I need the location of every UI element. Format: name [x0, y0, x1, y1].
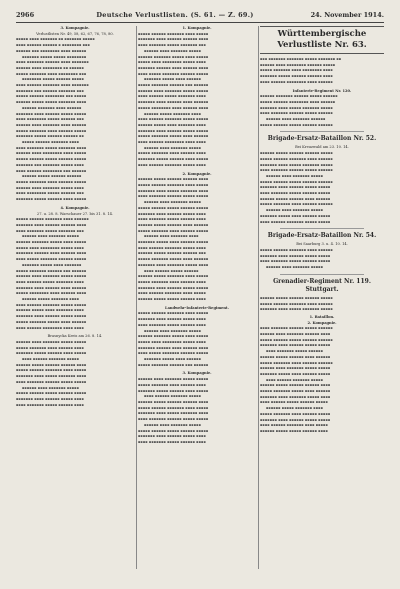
casualty-list-block: ▪▪▪▪▪ ▪▪▪▪▪▪ ▪▪▪▪▪▪▪ ▪▪▪▪ ▪▪▪▪▪▪ ▪▪▪▪▪▪▪ ▪▪▪▪ ▪▪▪▪▪▪ ▪▪▪▪▪ ▪▪▪▪▪ ▪▪▪▪ ▪▪▪▪▪▪▪ ▪▪▪▪▪ ▪▪▪▪▪▪ ▪▪▪▪▪ ▪▪▪▪▪▪ ▪▪▪▪ ▪▪▪▪▪▪▪ ▪▪▪▪▪ — [260, 247, 333, 270]
divider — [280, 274, 364, 275]
casualty-list-block: ▪▪▪▪▪▪ ▪▪▪▪▪▪▪ ▪▪▪▪▪▪ ▪▪▪▪▪ ▪▪▪▪▪▪ ▪▪▪▪▪ ▪▪▪▪▪▪ ▪▪▪▪▪▪▪▪ ▪▪▪▪ ▪▪▪▪▪▪ ▪▪▪▪▪▪▪ ▪▪▪▪ ▪▪▪▪▪ ▪▪▪▪▪▪▪ ▪▪▪▪▪ ▪▪▪▪ ▪▪▪▪▪▪▪ ▪▪▪▪▪▪ ▪▪▪▪▪ ▪▪▪▪▪▪ ▪▪▪▪▪▪ ▪▪▪▪ ▪▪▪▪▪▪▪ ▪▪▪▪▪▪ ▪▪▪▪▪ ▪▪▪▪▪▪ ▪▪▪▪▪ ▪▪▪▪▪▪ ▪▪▪▪▪▪ — [260, 94, 338, 127]
page-number: 2966 — [16, 11, 35, 19]
page-date: 24. November 1914. — [310, 11, 384, 19]
section-heading: Landwehr-Infanterie-Regiment. — [165, 305, 229, 310]
section-heading: 4. Kompagnie. — [60, 205, 90, 210]
casualty-list-block: ▪▪▪▪▪▪ ▪▪▪▪▪ ▪▪▪▪▪▪ ▪▪▪▪▪▪ ▪▪▪▪▪ ▪▪▪▪▪ ▪▪▪▪▪▪ ▪▪▪▪▪▪▪ ▪▪▪▪ ▪▪▪▪▪▪ ▪▪▪▪▪▪▪ ▪▪▪▪ ▪▪▪▪▪ ▪▪▪▪▪▪▪ ▪▪▪▪▪ ▪▪▪▪ ▪▪▪▪▪▪▪ ▪▪▪▪▪▪ ▪▪▪▪▪ ▪▪▪▪▪▪ ▪▪▪▪▪▪ ▪▪▪▪ ▪▪▪▪▪▪▪ ▪▪▪▪▪ ▪▪▪▪▪ ▪▪▪▪▪▪ ▪▪▪▪▪ ▪▪▪▪▪▪ ▪▪▪▪▪▪ ▪▪▪▪▪▪▪ ▪▪▪▪ ▪▪▪▪▪▪ ▪▪▪▪▪ ▪▪▪▪▪ ▪▪▪▪ ▪▪▪▪▪▪▪ ▪▪▪▪▪ ▪▪▪▪▪▪ ▪▪▪▪▪ ▪▪▪▪▪▪ ▪▪▪▪▪ ▪▪▪▪▪▪ ▪▪▪▪ ▪▪▪▪▪▪ ▪▪▪▪▪ ▪▪▪▪▪▪▪ ▪▪▪▪ ▪▪▪▪▪▪ ▪▪▪▪▪▪ ▪▪▪▪▪▪ ▪▪▪▪ ▪▪▪▪▪▪▪ ▪▪▪▪▪ ▪▪▪▪▪▪▪ ▪▪▪▪▪ ▪▪▪▪ ▪▪▪▪▪▪ ▪▪▪▪▪ ▪▪▪▪ ▪▪▪▪▪▪ ▪▪▪▪▪▪▪ ▪▪▪▪▪ ▪▪▪▪▪ — [260, 151, 333, 224]
column-middle — [138, 26, 256, 569]
section-heading: Infanterie-Regiment Nr. 120. — [292, 88, 352, 93]
section-ref: Bei Kreuzwald am 23. 10. 14. — [295, 145, 349, 150]
section-heading: Brigade-Ersatz-Bataillon Nr. 52. — [267, 135, 377, 143]
divider — [280, 228, 364, 229]
section-heading: 3. Kompagnie. — [182, 371, 212, 376]
casualty-list-block: ▪▪▪▪ ▪▪▪▪▪▪▪ ▪▪▪▪▪▪ ▪▪▪▪▪ ▪▪▪▪▪▪ ▪▪▪▪▪▪ ▪▪▪▪ ▪▪▪▪▪▪▪ ▪▪▪▪▪▪ ▪▪▪▪ ▪▪▪▪▪ ▪▪▪▪▪▪ ▪▪▪▪▪ ▪▪▪▪▪▪ ▪▪▪▪▪▪ ▪▪▪▪▪▪▪ ▪▪▪▪ ▪▪▪▪▪▪ ▪▪▪▪▪ ▪▪▪▪▪ ▪▪▪▪ ▪▪▪▪▪▪▪ ▪▪▪▪▪ ▪▪▪▪▪▪ ▪▪▪▪▪▪ ▪▪▪▪▪ ▪▪▪▪▪▪ ▪▪▪▪ ▪▪▪▪▪▪ ▪▪▪▪▪ ▪▪▪▪▪▪▪ ▪▪▪▪ ▪▪▪▪▪▪ ▪▪▪▪▪▪ ▪▪▪▪▪▪ ▪▪▪▪ ▪▪▪▪▪▪▪ ▪▪▪▪▪ ▪▪▪▪▪ ▪▪▪▪▪▪▪ ▪▪▪▪▪ ▪▪▪▪ ▪▪▪▪▪▪ ▪▪▪▪▪ ▪▪▪▪ ▪▪▪▪▪▪ ▪▪▪▪▪▪▪ ▪▪▪▪▪ ▪▪▪▪▪▪ ▪▪▪▪▪ ▪▪▪▪▪▪ ▪▪▪▪▪▪ ▪▪▪▪ ▪▪▪▪▪ ▪▪▪▪▪▪▪ ▪▪▪▪▪ ▪▪▪▪ ▪▪▪▪▪▪ ▪▪▪▪▪▪▪ ▪▪▪▪ ▪▪▪▪▪▪▪ ▪▪▪▪▪ ▪▪▪▪ ▪▪▪▪ ▪▪▪▪▪▪ ▪▪▪▪▪ ▪▪▪▪▪▪ ▪▪▪▪▪ ▪▪▪▪▪▪ ▪▪▪▪▪ ▪▪▪▪▪▪▪ ▪▪▪▪ ▪▪▪▪▪ ▪▪▪▪▪▪▪ ▪▪▪▪ ▪▪▪▪▪▪ ▪▪▪▪▪ ▪▪▪▪▪▪▪ ▪▪▪▪ ▪▪▪▪▪▪ ▪▪▪▪▪ ▪▪▪▪▪ ▪▪▪▪ ▪▪▪▪▪▪ ▪▪▪▪▪▪▪ ▪▪▪▪ ▪▪▪▪▪ ▪▪▪▪▪▪ ▪▪▪▪▪ ▪▪▪▪▪ ▪▪▪▪▪▪ ▪▪▪▪ — [260, 326, 333, 433]
section-heading: 3. Kompagnie. — [60, 26, 90, 30]
section-ref: Brasnycka Kreis am 26. 8. 14. — [47, 334, 103, 339]
casualty-list-block: ▪▪▪▪▪ ▪▪▪▪▪▪ ▪▪▪▪▪▪▪ ▪▪▪▪ ▪▪▪▪▪ ▪▪▪▪▪▪▪ ▪▪▪▪ ▪▪▪▪▪▪ ▪▪▪▪▪ ▪▪▪▪ ▪▪▪▪ ▪▪▪▪▪▪▪ ▪▪▪▪▪ ▪▪▪▪▪▪ ▪▪▪▪ ▪▪▪▪▪▪ ▪▪▪▪ ▪▪▪▪▪▪▪ ▪▪▪▪▪ ▪▪▪▪▪▪ ▪▪▪▪▪▪▪ ▪▪▪▪▪ ▪▪▪▪ ▪▪▪▪▪ ▪▪▪▪▪ ▪▪▪▪ ▪▪▪▪▪▪▪▪ ▪▪▪▪▪ ▪▪▪▪ ▪▪▪▪▪▪▪ ▪▪▪▪▪▪ ▪▪▪▪ ▪▪▪▪▪▪ ▪▪▪▪ ▪▪▪▪ ▪▪▪▪▪ ▪▪▪▪▪▪▪ ▪▪▪▪▪▪ ▪▪▪▪▪ ▪▪▪▪▪▪▪ ▪▪▪▪▪ ▪▪▪▪ ▪▪▪▪▪▪ ▪▪▪▪▪ ▪▪▪▪▪▪▪ ▪▪▪▪▪▪ ▪▪▪ ▪▪▪▪▪▪ — [138, 311, 209, 367]
casualty-list-block: ▪▪▪▪▪▪ ▪▪▪▪ ▪▪▪▪▪▪▪ ▪▪▪▪▪ ▪▪▪▪▪ ▪▪▪▪▪ ▪▪▪▪▪▪▪ ▪▪▪▪ ▪▪▪▪▪▪ ▪▪▪▪ ▪▪▪▪▪▪▪ ▪▪▪▪▪ ▪▪▪▪▪▪ ▪▪▪▪ ▪▪▪▪▪ ▪▪▪▪ ▪▪▪▪▪▪ ▪▪▪▪▪▪▪ ▪▪▪▪▪ ▪▪▪▪▪▪ ▪▪▪▪▪ ▪▪▪▪▪▪ ▪▪▪▪▪▪ ▪▪▪▪ ▪▪▪▪▪ ▪▪▪▪▪▪ ▪▪▪▪▪▪▪ ▪▪▪▪ ▪▪▪▪▪ ▪▪▪▪▪▪▪ ▪▪▪▪ ▪▪▪▪▪ ▪▪▪▪▪▪▪ ▪▪▪▪ ▪▪▪▪ ▪▪▪▪▪▪▪ ▪▪▪▪▪▪ ▪▪▪▪▪ ▪▪▪▪▪ ▪▪▪▪▪▪ ▪▪▪▪ ▪▪▪▪▪▪▪ ▪▪▪▪▪ ▪▪▪▪▪ ▪▪▪▪▪▪ ▪▪▪▪▪ ▪▪▪▪▪▪ ▪▪▪▪▪ ▪▪▪▪▪▪▪ ▪▪▪▪ ▪▪▪▪▪▪ ▪▪▪▪▪ ▪▪▪▪ ▪▪▪▪ ▪▪▪▪▪▪▪ ▪▪▪▪▪ ▪▪▪▪▪▪ ▪▪▪▪ — [138, 377, 209, 444]
column-right — [260, 26, 384, 569]
column-left — [16, 26, 134, 569]
section-ref: Verlustlisten Nr. 49, 58, 62, 67, 76, 78, 80. — [36, 31, 114, 36]
section-ref: Bei Saarburg 3. u. 4. 10. 14. — [296, 242, 348, 247]
column-divider — [258, 26, 259, 569]
intro-block: ▪▪▪ ▪▪▪▪▪▪▪ ▪▪▪▪▪▪▪ ▪▪▪▪▪ ▪▪▪▪▪▪▪ ▪▪ ▪▪▪▪▪▪ ▪▪▪▪ ▪▪▪▪▪▪▪▪ ▪▪▪▪▪▪ ▪▪▪▪▪ ▪▪▪▪▪ ▪▪▪▪▪▪▪ ▪▪▪▪ ▪▪▪▪▪▪▪▪ ▪▪▪▪ ▪▪▪▪▪▪▪ ▪▪▪▪▪ ▪▪▪▪▪▪ ▪▪▪▪▪▪ ▪▪▪▪ ▪▪▪▪ ▪▪▪▪▪▪ ▪▪▪▪▪▪▪▪ ▪▪▪▪ ▪▪▪▪▪▪ — [260, 57, 342, 84]
header-rule — [16, 22, 384, 23]
casualty-list-block: ▪▪▪▪▪ ▪▪▪▪▪▪ ▪▪▪▪▪▪▪ ▪▪▪▪ ▪▪▪▪▪▪ ▪▪▪▪▪▪▪ ▪▪▪▪ ▪▪▪▪▪▪ ▪▪▪▪▪▪ ▪▪▪▪ ▪▪▪▪ ▪▪▪▪▪▪▪ ▪▪▪▪▪ ▪▪▪▪▪▪▪ ▪▪▪ ▪▪▪▪▪▪ ▪▪▪▪ ▪▪▪▪▪▪▪ ▪▪▪▪▪ ▪▪▪▪▪▪ ▪▪▪▪▪▪▪ ▪▪▪▪▪ ▪▪▪▪ ▪▪▪▪▪ ▪▪▪▪▪ ▪▪▪▪ ▪▪▪▪▪▪▪▪ ▪▪▪▪▪ ▪▪▪▪ ▪▪▪▪▪▪▪ ▪▪▪▪▪▪ ▪▪▪▪ ▪▪▪▪▪▪ ▪▪▪▪ ▪▪▪▪ ▪▪▪▪▪ ▪▪▪▪▪▪▪ ▪▪▪▪▪▪ ▪▪▪▪▪ ▪▪▪▪▪▪▪ ▪▪▪▪▪ ▪▪▪▪ ▪▪▪▪▪▪▪ ▪▪▪▪▪ ▪▪▪▪▪▪▪ ▪▪▪▪▪▪ ▪▪▪ ▪▪▪▪▪▪ ▪▪▪▪▪▪ ▪▪▪▪ ▪▪▪▪▪▪▪ ▪▪▪▪▪ ▪▪▪▪▪ ▪▪▪▪ ▪▪▪▪▪▪ ▪▪▪▪▪ ▪▪▪▪▪▪▪ ▪▪▪▪ ▪▪▪▪▪▪▪ ▪▪▪▪ ▪▪▪▪▪▪ ▪▪▪▪ ▪▪▪▪▪▪ ▪▪▪▪▪ ▪▪▪▪▪▪▪▪ ▪▪▪▪ ▪▪▪▪▪▪ ▪▪▪▪ ▪▪▪▪▪▪ ▪▪▪▪▪ ▪▪▪▪▪▪▪ ▪▪▪▪ ▪▪▪▪ ▪▪▪▪▪▪ ▪▪▪▪▪▪▪ ▪▪▪▪▪ ▪▪▪▪▪ ▪▪▪▪▪▪ ▪▪▪▪▪ ▪▪▪▪ ▪▪▪▪▪▪▪ ▪▪▪▪ ▪▪▪▪▪▪▪ ▪▪▪▪ ▪▪▪▪▪▪ ▪▪▪▪▪ ▪▪▪▪▪ ▪▪▪▪▪ ▪▪▪▪▪▪▪ ▪▪▪▪▪ ▪▪▪▪ ▪▪▪▪▪▪ ▪▪▪▪ ▪▪▪▪▪▪ ▪▪▪▪▪▪▪▪ ▪▪▪▪ ▪▪▪▪ — [16, 217, 89, 330]
casualty-list-block: ▪▪▪▪▪▪ ▪▪▪▪▪ ▪▪▪▪▪▪ ▪▪▪▪▪▪ ▪▪▪▪▪ ▪▪▪▪▪ ▪▪▪▪▪▪ ▪▪▪▪▪▪▪ ▪▪▪▪ ▪▪▪▪▪▪ ▪▪▪▪▪▪▪ ▪▪▪▪ ▪▪▪▪▪ ▪▪▪▪▪▪▪ ▪▪▪▪▪ — [260, 295, 333, 312]
column-divider — [136, 26, 137, 569]
section-heading: 2. Kompagnie. — [307, 320, 337, 325]
section-heading: Grenadier-Regiment Nr. 119. Stuttgart. — [273, 277, 371, 293]
casualty-list-block: ▪▪▪▪▪▪ ▪▪▪▪▪ ▪▪▪▪▪▪ ▪▪▪▪▪▪ ▪▪▪▪ ▪▪▪▪▪ ▪▪▪▪▪▪ ▪▪▪▪▪▪▪ ▪▪▪▪ ▪▪▪▪▪ ▪▪▪▪▪▪▪ ▪▪▪▪ ▪▪▪▪▪ ▪▪▪▪▪▪▪ ▪▪▪▪ ▪▪▪▪ ▪▪▪▪▪▪▪ ▪▪▪▪▪▪ ▪▪▪▪▪ ▪▪▪▪▪ ▪▪▪▪▪▪ ▪▪▪▪ ▪▪▪▪▪▪▪ ▪▪▪▪▪ ▪▪▪▪▪ ▪▪▪▪▪▪ ▪▪▪▪▪ ▪▪▪▪▪▪ ▪▪▪▪▪ ▪▪▪▪▪▪▪ ▪▪▪▪ ▪▪▪▪▪▪ ▪▪▪▪▪ ▪▪▪▪ ▪▪▪▪ ▪▪▪▪▪▪▪ ▪▪▪▪▪ ▪▪▪▪▪▪ ▪▪▪▪ ▪▪▪▪▪▪ ▪▪▪▪▪ ▪▪▪▪▪▪ ▪▪▪▪ ▪▪▪▪▪▪ ▪▪▪▪▪ ▪▪▪▪▪▪▪ ▪▪▪▪ ▪▪▪▪▪▪ ▪▪▪▪▪ ▪▪▪▪▪▪ ▪▪▪▪ ▪▪▪▪▪▪▪ ▪▪▪▪ ▪▪▪▪▪▪▪ ▪▪▪▪▪ ▪▪▪▪ ▪▪▪▪▪▪ ▪▪▪▪▪ ▪▪▪▪ ▪▪▪▪▪▪ ▪▪▪▪▪▪▪ ▪▪▪▪▪ ▪▪▪▪ ▪▪▪▪▪▪ ▪▪▪▪▪ ▪▪▪▪▪▪ ▪▪▪▪▪▪ ▪▪▪ ▪▪▪▪▪ ▪▪▪▪▪▪▪ ▪▪▪▪▪ ▪▪▪▪ ▪▪▪▪▪▪ ▪▪▪▪▪▪▪ ▪▪▪▪ ▪▪▪▪▪▪▪ ▪▪▪▪▪ ▪▪▪▪ ▪▪▪▪ ▪▪▪▪▪▪ ▪▪▪▪▪ ▪▪▪▪▪▪ ▪▪▪▪▪▪ ▪▪▪▪▪ ▪▪▪▪▪▪▪ ▪▪▪▪ ▪▪▪▪▪ ▪▪▪▪▪ ▪▪▪▪▪▪▪ ▪▪▪▪ ▪▪▪▪▪▪ ▪▪▪▪ ▪▪▪▪▪▪▪ ▪▪▪▪ ▪▪▪▪▪▪ ▪▪▪▪▪ ▪▪▪▪▪ ▪▪▪▪ ▪▪▪▪▪▪ ▪▪▪▪▪▪▪ ▪▪▪▪ ▪▪▪▪▪ ▪▪▪▪▪▪ ▪▪▪▪▪ ▪▪▪▪▪ ▪▪▪▪▪▪ ▪▪▪▪ — [138, 177, 209, 302]
page-title: Deutsche Verlustlisten. (S. 61. — Z. 69.) — [96, 11, 254, 19]
section-ref: 27. u. 28. 8. Warschauer 27. bis 31. 8. 14. — [36, 211, 114, 216]
casualty-list-block: ▪▪▪▪▪ ▪▪▪▪▪▪ ▪▪▪▪▪▪▪ ▪▪▪▪ ▪▪▪▪▪ ▪▪▪▪▪▪▪ ▪▪▪▪ ▪▪▪▪▪▪ ▪▪▪▪▪▪ ▪▪▪▪ ▪▪▪▪ ▪▪▪▪▪▪▪ ▪▪▪▪▪ ▪▪▪▪▪▪▪ ▪▪▪ ▪▪▪▪▪▪ ▪▪▪▪ ▪▪▪▪▪▪▪ ▪▪▪▪▪ ▪▪▪▪▪▪ ▪▪▪▪▪▪▪ ▪▪▪▪▪ ▪▪▪▪ ▪▪▪▪▪ ▪▪▪▪▪ ▪▪▪▪ ▪▪▪▪▪▪▪▪ ▪▪▪▪▪ ▪▪▪▪ ▪▪▪▪▪▪▪ ▪▪▪▪▪▪ ▪▪▪▪ ▪▪▪▪▪▪ ▪▪▪▪ ▪▪▪▪ ▪▪▪▪▪ ▪▪▪▪▪▪▪ ▪▪▪▪▪▪ ▪▪▪▪▪ ▪▪▪▪▪▪▪ ▪▪▪▪▪ ▪▪▪▪ ▪▪▪▪▪▪ ▪▪▪▪▪ ▪▪▪▪▪▪▪ ▪▪▪▪▪▪ ▪▪▪ ▪▪▪▪▪▪ ▪▪▪▪▪▪ ▪▪▪▪ ▪▪▪▪▪▪▪ ▪▪▪▪▪ ▪▪▪▪▪ ▪▪▪▪ ▪▪▪▪▪▪ ▪▪▪▪▪ ▪▪▪▪▪▪▪ ▪▪▪▪ ▪▪▪▪▪▪▪ ▪▪▪▪ ▪▪▪▪▪▪ ▪▪▪▪ ▪▪▪▪▪▪ ▪▪▪▪▪ ▪▪▪▪▪▪▪▪ ▪▪▪▪ ▪▪▪▪▪▪ ▪▪▪▪ ▪▪▪▪▪▪ ▪▪▪▪▪ ▪▪▪▪▪▪▪ ▪▪▪▪ ▪▪▪▪ ▪▪▪▪▪▪ ▪▪▪▪▪▪▪ ▪▪▪▪▪ ▪▪▪▪▪ ▪▪▪▪▪▪ ▪▪▪▪▪ ▪▪▪▪ ▪▪▪▪▪▪▪ ▪▪▪▪ ▪▪▪▪▪▪▪ ▪▪▪▪ ▪▪▪▪▪▪ ▪▪▪▪▪ ▪▪▪▪▪ ▪▪▪▪▪ ▪▪▪▪▪▪▪ ▪▪▪▪▪ ▪▪▪▪ ▪▪▪▪▪▪ ▪▪▪▪ ▪▪▪▪▪▪ ▪▪▪▪▪▪▪▪ ▪▪▪▪ ▪▪▪▪ ▪▪▪▪▪▪ ▪▪▪▪ ▪▪▪▪▪▪▪ ▪▪▪▪▪ ▪▪▪▪▪ ▪▪▪▪▪▪▪ ▪▪▪▪ ▪▪▪▪▪▪ ▪▪▪▪ ▪▪▪▪▪▪▪ ▪▪▪▪▪ ▪▪▪▪▪▪ ▪▪▪▪ ▪▪▪▪▪ ▪▪▪▪ ▪▪▪▪▪▪ ▪▪▪▪▪▪▪ ▪▪▪▪▪ ▪▪▪▪ — [138, 31, 209, 167]
divider — [280, 131, 364, 132]
main-heading: Württembergische Verlustliste Nr. 63. — [260, 26, 384, 54]
section-heading: 2. Kompagnie. — [182, 171, 212, 176]
casualty-list-block: ▪▪▪▪▪▪ ▪▪▪▪ ▪▪▪▪▪▪▪ ▪▪▪▪▪ ▪▪▪▪▪ ▪▪▪▪▪ ▪▪▪▪▪▪▪ ▪▪▪▪ ▪▪▪▪▪▪ ▪▪▪▪ ▪▪▪▪▪▪▪ ▪▪▪▪▪ ▪▪▪▪▪▪ ▪▪▪▪ ▪▪▪▪▪ ▪▪▪▪ ▪▪▪▪▪▪ ▪▪▪▪▪▪▪ ▪▪▪▪▪ ▪▪▪▪▪▪ ▪▪▪▪▪ ▪▪▪▪▪▪ ▪▪▪▪▪▪ ▪▪▪▪ ▪▪▪▪▪ ▪▪▪▪▪▪ ▪▪▪▪▪▪▪ ▪▪▪▪ ▪▪▪▪▪ ▪▪▪▪▪▪▪ ▪▪▪▪ ▪▪▪▪▪ ▪▪▪▪▪▪▪ ▪▪▪▪ ▪▪▪▪ ▪▪▪▪▪▪▪ ▪▪▪▪▪▪ ▪▪▪▪▪ ▪▪▪▪▪ ▪▪▪▪▪▪ ▪▪▪▪ ▪▪▪▪▪▪▪ ▪▪▪▪▪ ▪▪▪▪▪ ▪▪▪▪▪▪ ▪▪▪▪▪ ▪▪▪▪▪▪ ▪▪▪▪▪ ▪▪▪▪▪▪▪ ▪▪▪▪ ▪▪▪▪▪▪ ▪▪▪▪▪ ▪▪▪▪ ▪▪▪▪ ▪▪▪▪▪▪▪ ▪▪▪▪▪ ▪▪▪▪▪▪ ▪▪▪▪ — [16, 339, 87, 407]
casualty-list-block: ▪▪▪▪▪ ▪▪▪▪ ▪▪▪▪▪▪▪ ▪▪ ▪▪▪▪▪▪▪ ▪▪▪▪▪ ▪▪▪▪ ▪▪▪▪▪▪ ▪▪▪▪▪▪ ▪ ▪▪▪▪▪▪▪▪ ▪▪▪ ▪▪▪▪▪▪ ▪▪▪ ▪▪▪▪▪▪▪▪ ▪▪▪▪ ▪▪▪▪▪▪ ▪▪▪▪▪▪▪ ▪▪▪▪▪ ▪▪▪▪▪ ▪▪▪▪▪▪▪▪ ▪▪▪▪ ▪▪▪▪▪▪▪ ▪▪▪▪▪▪ ▪▪▪▪ ▪▪▪▪▪▪▪ ▪▪▪▪▪▪ ▪▪▪▪ ▪▪▪▪▪▪▪▪ ▪▪ ▪▪▪▪▪▪ ▪▪▪▪▪ ▪▪▪▪▪▪▪ ▪▪▪▪ ▪▪▪▪▪▪▪▪ ▪▪▪ ▪▪▪▪▪▪▪▪ ▪▪▪▪▪ ▪▪▪▪▪▪ ▪▪▪▪▪ ▪▪▪▪ ▪▪▪▪▪▪ ▪▪▪▪▪▪▪ ▪▪▪▪ ▪▪▪▪▪▪▪ ▪▪▪▪▪▪▪ ▪▪▪ ▪▪▪▪▪▪ ▪▪▪▪▪▪▪ ▪▪▪ ▪▪▪▪▪ ▪▪▪▪▪▪ ▪▪▪▪▪▪▪▪ ▪▪▪ ▪▪▪▪▪ ▪▪▪▪▪▪ ▪▪▪▪▪ ▪▪▪▪▪ ▪▪▪▪▪▪▪ ▪▪▪▪ ▪▪▪▪▪▪ ▪▪▪▪▪▪▪ ▪▪▪▪ ▪▪▪▪▪▪ ▪▪▪▪▪▪▪ ▪▪▪▪ ▪▪▪▪▪▪ ▪▪▪▪▪ ▪▪▪▪▪ ▪▪▪▪ ▪▪▪▪▪▪▪▪ ▪▪▪▪▪ ▪▪▪▪▪▪ ▪▪▪ ▪▪▪▪▪▪ ▪▪▪▪ ▪▪▪▪▪▪▪ ▪▪▪▪ ▪▪▪▪▪▪ ▪▪▪▪▪ ▪▪▪▪▪▪▪ ▪▪▪▪ ▪▪▪▪▪▪ ▪▪▪▪▪ ▪▪▪▪▪▪▪ ▪▪▪▪▪ ▪▪▪▪▪▪ ▪▪▪▪▪▪ ▪▪ ▪▪▪▪▪ ▪▪▪▪▪▪ ▪▪▪▪▪▪▪ ▪▪▪▪ ▪▪▪▪ ▪▪▪▪▪▪▪ ▪▪▪▪▪ ▪▪▪▪▪▪▪ ▪▪▪▪ ▪▪▪▪▪▪ ▪▪▪▪ ▪▪▪▪▪▪▪▪ ▪▪▪▪ ▪▪▪▪▪ ▪▪▪▪▪ ▪▪▪▪▪▪ ▪▪▪▪▪ ▪▪▪▪▪▪ ▪▪▪▪▪ ▪▪▪▪▪▪▪ ▪▪▪ ▪▪▪▪▪▪▪ ▪▪▪▪▪ ▪▪▪▪ ▪▪▪▪ ▪▪▪▪▪▪ ▪▪▪▪▪▪▪▪ ▪▪▪ ▪▪▪▪▪▪ ▪▪▪▪▪▪ ▪▪▪▪▪ ▪▪▪▪▪▪ ▪▪▪▪▪▪ ▪▪▪▪▪ ▪▪▪▪▪▪▪ ▪▪▪▪ ▪▪▪▪▪▪ ▪▪▪▪▪ ▪▪▪▪▪▪ ▪▪▪▪ ▪▪▪▪▪▪▪ ▪▪▪▪▪ ▪▪▪▪ ▪▪▪▪ ▪▪▪▪▪▪▪▪ ▪▪▪▪▪ ▪▪▪▪▪▪ ▪▪▪ ▪▪▪▪▪▪▪ ▪▪▪▪▪ ▪▪▪▪▪▪ ▪▪▪▪ ▪▪▪▪▪ — [16, 37, 95, 202]
section-heading: 1. Bataillon. — [309, 314, 335, 319]
section-heading: Brigade-Ersatz-Bataillon Nr. 54. — [267, 232, 377, 240]
section-heading: 1. Kompagnie. — [182, 26, 212, 30]
page-header — [16, 8, 384, 22]
